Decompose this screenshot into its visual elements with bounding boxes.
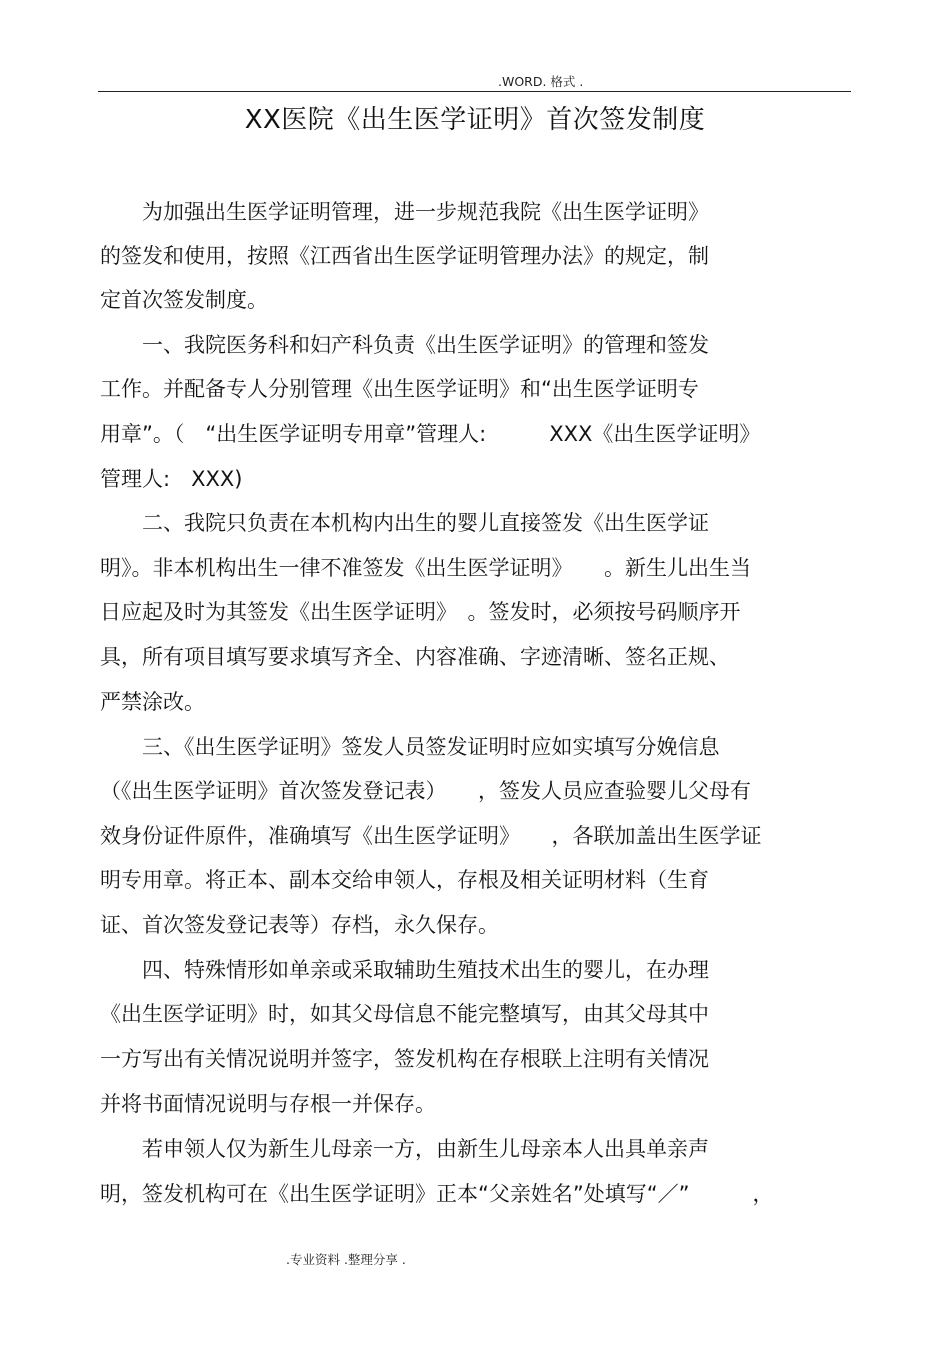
- header-rule: [98, 91, 851, 92]
- body-line: 四、特殊情形如单亲或采取辅助生殖技术出生的婴儿，在办理: [100, 958, 709, 982]
- body-line: 明，签发机构可在《出生医学证明》正本“父亲姓名”处填写“／” ，: [100, 1182, 774, 1206]
- body-line: 《出生医学证明》时，如其父母信息不能完整填写，由其父母其中: [100, 1002, 709, 1026]
- footer-tag: .专业资料 .整理分享 .: [286, 1252, 406, 1267]
- body-line: 日应起及时为其签发《出生医学证明》 。签发时，必须按号码顺序开: [100, 600, 741, 624]
- body-line: （《出生医学证明》首次签发登记表） ，签发人员应查验婴儿父母有: [100, 779, 751, 803]
- body-line: 定首次签发制度。: [100, 288, 268, 312]
- body-line: 一方写出有关情况说明并签字，签发机构在存根联上注明有关情况: [100, 1047, 709, 1071]
- body-line: 管理人: XXX): [100, 467, 243, 491]
- body-line: 明》。非本机构出生一律不准签发《出生医学证明》 。新生儿出生当: [100, 556, 751, 580]
- header-tag: .WORD. 格式 .: [498, 74, 584, 89]
- body-line: 的签发和使用，按照《江西省出生医学证明管理办法》的规定，制: [100, 244, 709, 268]
- body-line: 效身份证件原件，准确填写《出生医学证明》 ，各联加盖出生医学证: [100, 824, 762, 848]
- body-line: 为加强出生医学证明管理，进一步规范我院《出生医学证明》: [100, 200, 709, 224]
- body-line: 工作。并配备专人分别管理《出生医学证明》和“出生医学证明专: [100, 377, 699, 401]
- body-line: 二、我院只负责在本机构内出生的婴儿直接签发《出生医学证: [100, 511, 709, 535]
- body-line: 用章”。（ “出生医学证明专用章”管理人: XXX《出生医学证明》: [100, 422, 761, 446]
- body-line: 若申领人仅为新生儿母亲一方，由新生儿母亲本人出具单亲声: [100, 1137, 709, 1161]
- body-line: 并将书面情况说明与存根一并保存。: [100, 1092, 436, 1116]
- body-line: 具，所有项目填写要求填写齐全、内容准确、字迹清晰、签名正规、: [100, 645, 730, 669]
- body-line: 三、《出生医学证明》签发人员签发证明时应如实填写分娩信息: [100, 735, 720, 759]
- body-line: 明专用章。将正本、副本交给申领人，存根及相关证明材料（生育: [100, 868, 709, 892]
- document-title: XX医院《出生医学证明》首次签发制度: [244, 105, 706, 135]
- body-line: 证、首次签发登记表等）存档，永久保存。: [100, 913, 499, 937]
- body-line: 一、我院医务科和妇产科负责《出生医学证明》的管理和签发: [100, 333, 709, 357]
- body-line: 严禁涂改。: [100, 690, 205, 714]
